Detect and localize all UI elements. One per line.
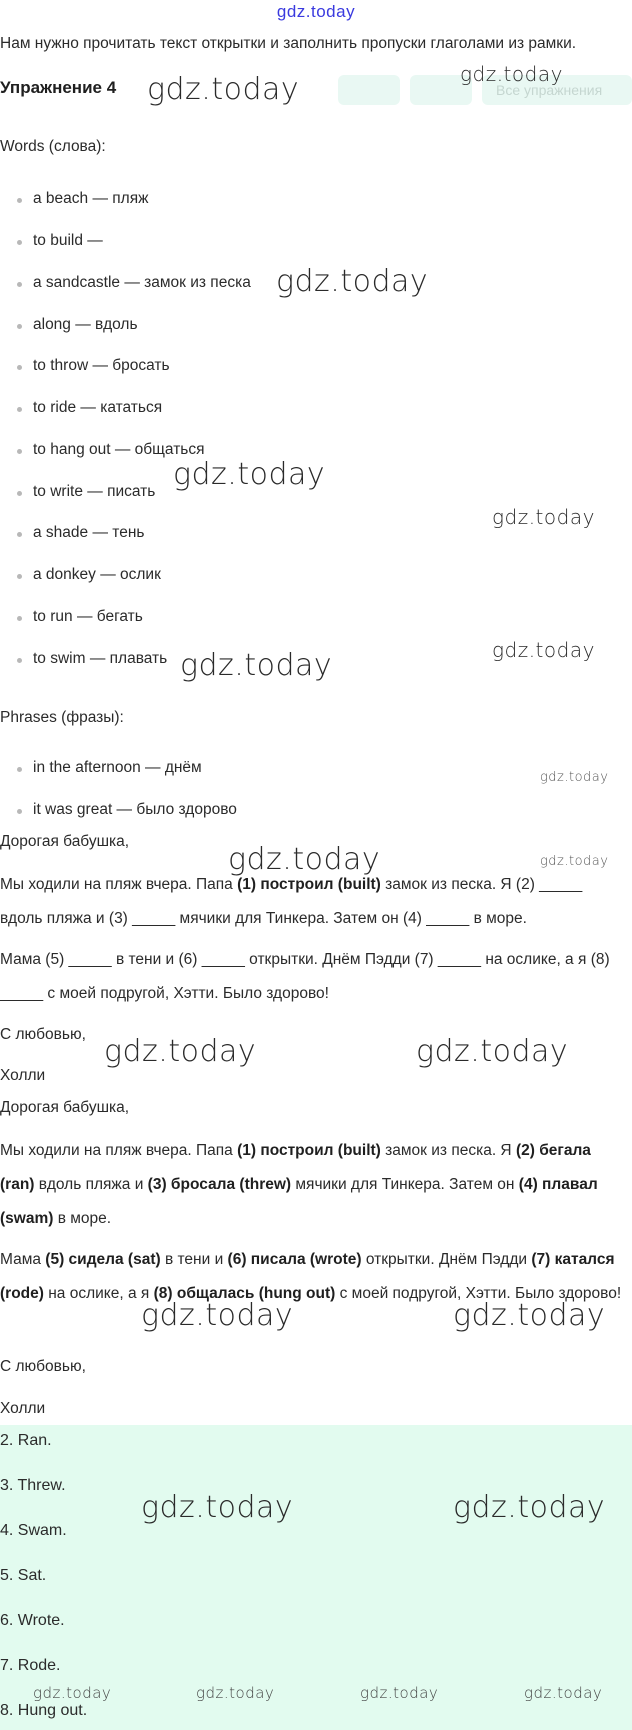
text: вдоль пляжа и [34, 1176, 148, 1193]
answer: (7) катался (rode) [0, 1251, 615, 1302]
list-item: to hang out — общаться [33, 441, 205, 458]
letter-paragraph-1 [0, 868, 628, 936]
answer-item: 7. Rode. [0, 1657, 61, 1674]
letter-signature: Холли [0, 1067, 46, 1084]
text: Мы ходили на пляж вчера. Папа [0, 876, 238, 893]
answer-item: 3. Threw. [0, 1477, 66, 1494]
all-exercises-label: Все упражнения [496, 82, 603, 98]
watermark: gdz.today [360, 1684, 439, 1702]
list-item: it was great — было здорово [33, 801, 237, 818]
answer: (1) построил (built) [237, 1142, 381, 1159]
watermark: gdz.today [141, 1490, 294, 1525]
text: открытки. Днём Пэдди [361, 1251, 532, 1268]
text: в тени и [160, 1251, 228, 1268]
answer-item: 8. Hung out. [0, 1702, 88, 1719]
example-answer: построил (built) [256, 876, 381, 893]
answer-item: 6. Wrote. [0, 1612, 65, 1629]
filled-letter-closing: С любовью, [0, 1358, 86, 1375]
list-item: in the afternoon — днём [33, 759, 202, 776]
text: замок из песка. Я (2) _____ вдоль пляжа и (3) _____ мячики для Тинкера. Затем он (4) _____ в море. [0, 876, 583, 927]
answer: (2) бегала (ran) [0, 1142, 591, 1193]
example-number: (1) [237, 876, 257, 893]
text: Мама [0, 1251, 46, 1268]
watermark: gdz.today [416, 1034, 569, 1069]
letter-paragraph-2: Мама (5) _____ в тени и (6) _____ открытки. Днём Пэдди (7) _____ на ослике, а я (8) _____ с моей подругой, Хэтти. Было здорово! [0, 951, 610, 1002]
list-item: along — вдоль [33, 316, 138, 333]
watermark: gdz.today [276, 264, 429, 299]
text: на ослике, а я [43, 1285, 154, 1302]
watermark: gdz.today [104, 1034, 257, 1069]
filled-letter-paragraph-1 [0, 1134, 628, 1236]
task-intro: Нам нужно прочитать текст открытки и заполнить пропуски глаголами из рамки. [0, 35, 577, 52]
watermark: gdz.today [540, 770, 609, 785]
list-item: to build — [33, 232, 103, 249]
watermark: gdz.today [453, 1298, 606, 1333]
watermark: gdz.today [524, 1684, 603, 1702]
answer-item: 2. Ran. [0, 1432, 52, 1449]
watermark: gdz.today [33, 1684, 112, 1702]
words-heading: Words (слова): [0, 138, 106, 155]
watermark: gdz.today [492, 505, 595, 529]
list-item: a donkey — ослик [33, 566, 161, 583]
watermark: gdz.today [540, 854, 609, 869]
list-item: to run — бегать [33, 608, 143, 625]
letter-greeting: Дорогая бабушка, [0, 833, 130, 850]
answer-item: 5. Sat. [0, 1567, 47, 1584]
text: Мы ходили на пляж вчера. Папа [0, 1142, 238, 1159]
text: замок из песка. Я [380, 1142, 516, 1159]
text: в море. [53, 1210, 112, 1227]
list-item: to write — писать [33, 483, 156, 500]
watermark: gdz.today [228, 842, 381, 877]
list-item: a shade — тень [33, 524, 145, 541]
phrases-heading: Phrases (фразы): [0, 709, 124, 726]
text: мячики для Тинкера. Затем он [291, 1176, 519, 1193]
watermark: gdz.today [492, 638, 595, 662]
answer-item: 4. Swam. [0, 1522, 67, 1539]
answer: (6) писала (wrote) [227, 1251, 362, 1268]
answer: (5) сидела (sat) [45, 1251, 161, 1268]
watermark: gdz.today [147, 72, 300, 107]
text: с моей подругой, Хэтти. Было здорово! [335, 1285, 622, 1302]
exercise-title: Упражнение 4 [0, 78, 117, 97]
site-logo-link[interactable]: gdz.today [276, 2, 356, 21]
watermark: gdz.today [460, 62, 563, 86]
prev-exercise-button[interactable] [338, 75, 400, 105]
answer: (8) общалась (hung out) [153, 1285, 336, 1302]
watermark: gdz.today [453, 1490, 606, 1525]
letter-closing: С любовью, [0, 1026, 86, 1043]
list-item: a sandcastle — замок из песка [33, 274, 251, 291]
list-item: to ride — кататься [33, 399, 163, 416]
watermark: gdz.today [196, 1684, 275, 1702]
answer: (4) плавал (swam) [0, 1176, 598, 1227]
watermark: gdz.today [141, 1298, 294, 1333]
list-item: a beach — пляж [33, 190, 149, 207]
filled-letter-signature: Холли [0, 1400, 46, 1417]
list-item: to swim — плавать [33, 650, 168, 667]
watermark: gdz.today [180, 648, 333, 683]
filled-letter-greeting: Дорогая бабушка, [0, 1099, 130, 1116]
watermark: gdz.today [173, 457, 326, 492]
answer: (3) бросала (threw) [147, 1176, 292, 1193]
list-item: to throw — бросать [33, 357, 170, 374]
